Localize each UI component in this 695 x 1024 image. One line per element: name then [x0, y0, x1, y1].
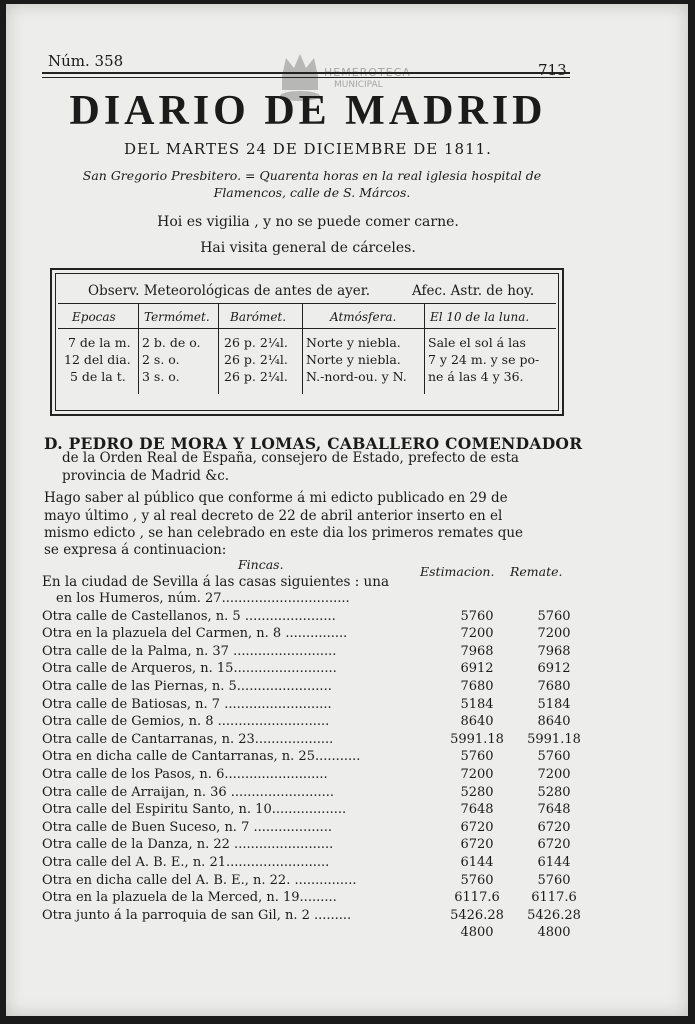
table-row: [42, 907, 581, 926]
table-row: [42, 925, 570, 943]
finca-label: Otra calle de la Palma, n. 37 .........................: [42, 643, 337, 659]
estimacion-value: 6720: [460, 819, 494, 835]
finca-label: Otra calle del A. B. E., n. 21.........................: [42, 855, 330, 870]
weather-rule-head: [58, 328, 556, 329]
atmosfera-cell: Norte y niebla.: [306, 352, 401, 367]
remate-value: 6912: [537, 661, 571, 677]
remate-value: 5760: [537, 608, 571, 624]
saint-of-day: San Gregorio Presbitero. = Quarenta horas en la real iglesia hospital de Flamencos, calle de S. Márcos.: [82, 168, 542, 200]
issue-date: DEL MARTES 24 DE DICIEMBRE DE 1811.: [124, 140, 492, 158]
estimacion-value: 7200: [460, 767, 494, 782]
finca-label: Otra calle de Buen Suceso, n. 7 ...................: [42, 819, 332, 835]
remate-value: 5760: [537, 749, 571, 765]
remate-value: 5991.18: [527, 731, 581, 747]
epoca-cell: 5 de la t.: [70, 369, 126, 384]
article-line: mayo último , y al real decreto de 22 de abril anterior inserto en el: [44, 508, 503, 524]
masthead-rule: [42, 72, 570, 74]
remate-value: 7200: [537, 767, 571, 782]
stamp-text: HEMEROTECA: [324, 66, 411, 79]
finca-label: Otra calle del Espiritu Santo, n. 10..................: [42, 802, 347, 818]
col-fincas: Fincas.: [238, 557, 284, 572]
col-divider: [424, 303, 425, 394]
remate-value: 6117.6: [531, 890, 577, 906]
table-row: [42, 873, 570, 891]
col-divider: [218, 303, 219, 394]
article-line: mismo edicto , se han celebrado en este dia los primeros remates que: [44, 525, 524, 541]
masthead-rule-thin: [42, 77, 570, 78]
finca-label: Otra calle de los Pasos, n. 6.........................: [42, 767, 328, 782]
termometro-cell: 2 s. o.: [142, 352, 180, 367]
remate-value: 6720: [537, 819, 571, 835]
estimacion-value: 6912: [460, 661, 494, 677]
termometro-cell: 2 b. de o.: [142, 335, 201, 350]
table-row: [42, 767, 570, 785]
finca-label: Otra calle de Batiosas, n. 7 ..........................: [42, 696, 332, 712]
col-divider: [138, 303, 139, 394]
remate-value: 4800: [537, 925, 571, 941]
newspaper-page: [6, 4, 688, 1016]
table-row: [42, 609, 570, 627]
remate-value: 7968: [537, 643, 571, 659]
table-row: [42, 820, 570, 838]
table-row: [42, 749, 570, 767]
article-line: Hago saber al público que conforme á mi edicto publicado en 29 de: [44, 490, 508, 506]
remate-value: 5280: [537, 784, 571, 800]
estimacion-value: 5760: [460, 872, 494, 888]
vigil-notice: Hoi es vigilia , y no se puede comer carne.: [157, 214, 459, 230]
epoca-cell: 7 de la m.: [68, 335, 131, 350]
table-row: [42, 679, 570, 697]
finca-label: Otra en la plazuela del Carmen, n. 8 ...............: [42, 626, 348, 642]
atmosfera-cell: N.-nord-ou. y N.: [306, 369, 407, 384]
article-line: se expresa á continuacion:: [44, 542, 227, 558]
table-row: [42, 837, 570, 855]
estimacion-value: 7200: [460, 626, 494, 642]
finca-label: Otra calle de Arraijan, n. 36 .........................: [42, 784, 335, 800]
table-row: [42, 731, 581, 750]
remate-value: 7680: [537, 679, 571, 694]
article-heading: D. PEDRO DE MORA Y LOMAS, CABALLERO COMENDADOR: [44, 434, 583, 453]
estimacion-value: 7680: [460, 679, 494, 694]
col-atmosfera: Atmósfera.: [330, 310, 397, 324]
astro-title: Afec. Astr. de hoy.: [412, 283, 535, 299]
col-estimacion: Estimacion.: [420, 564, 495, 579]
article-line: de la Orden Real de España, consejero de Estado, prefecto de esta: [62, 450, 519, 466]
luna-cell: ne á las 4 y 36.: [428, 369, 524, 384]
remate-value: 6720: [537, 837, 571, 853]
estimacion-value: 6144: [460, 855, 494, 870]
weather-rule-top: [58, 303, 556, 304]
luna-cell: 7 y 24 m. y se po-: [428, 352, 540, 367]
table-row: [42, 714, 570, 732]
remate-value: 8640: [537, 714, 571, 730]
newspaper-title: DIARIO DE MADRID: [69, 88, 547, 134]
table-row: [42, 697, 570, 715]
estimacion-value: 5760: [460, 749, 494, 765]
remate-value: 5426.28: [527, 907, 581, 923]
estimacion-value: 5426.28: [450, 907, 504, 923]
col-epocas: Epocas: [72, 310, 116, 324]
table-row: [42, 855, 570, 873]
col-barometro: Barómet.: [230, 310, 287, 324]
estimacion-value: 5184: [460, 696, 494, 712]
remate-value: 7648: [537, 802, 571, 818]
estimacion-value: 5991.18: [450, 731, 504, 747]
remate-value: 5760: [537, 872, 571, 888]
finca-label: Otra junto á la parroquia de san Gil, n. 2 .........: [42, 907, 352, 923]
finca-label: Otra en la plazuela de la Merced, n. 19.........: [42, 890, 337, 906]
stamp-text-2: MUNICIPAL: [334, 80, 383, 90]
finca-label: Otra calle de Gemios, n. 8 ...........................: [42, 714, 330, 730]
visit-notice: Hai visita general de cárceles.: [200, 240, 416, 256]
finca-label: Otra calle de las Piernas, n. 5.......................: [42, 679, 332, 694]
table-row: [42, 785, 570, 803]
remate-value: 6144: [537, 855, 571, 870]
epoca-cell: 12 del dia.: [64, 352, 131, 367]
col-remate: Remate.: [510, 564, 563, 579]
table-intro: En la ciudad de Sevilla á las casas siguientes : una: [42, 574, 389, 590]
table-row: [42, 626, 570, 644]
atmosfera-cell: Norte y niebla.: [306, 335, 401, 350]
col-divider: [302, 303, 303, 394]
finca-label: Otra calle de la Danza, n. 22 ........................: [42, 837, 334, 853]
weather-title: Observ. Meteorológicas de antes de ayer.: [88, 283, 371, 299]
barometro-cell: 26 p. 2¼l.: [224, 335, 288, 350]
estimacion-value: 6117.6: [454, 890, 500, 906]
finca-label: Otra en dicha calle del A. B. E., n. 22. ...............: [42, 872, 357, 888]
estimacion-value: 7968: [460, 643, 494, 659]
page-number: 713: [538, 61, 567, 79]
finca-label: Otra calle de Arqueros, n. 15.........................: [42, 661, 337, 677]
finca-label: Otra calle de Castellanos, n. 5 ......................: [42, 608, 336, 624]
col-termometro: Termómet.: [144, 310, 210, 324]
barometro-cell: 26 p. 2¼l.: [224, 369, 288, 384]
weather-table: [50, 268, 564, 416]
estimacion-value: 7648: [460, 802, 494, 818]
estimacion-value: 5280: [460, 784, 494, 800]
issue-number: Núm. 358: [48, 52, 124, 70]
col-luna: El 10 de la luna.: [430, 310, 530, 324]
finca-label: Otra calle de Cantarranas, n. 23...................: [42, 731, 334, 747]
table-row: [42, 591, 570, 609]
remate-value: 5184: [537, 696, 571, 712]
estimacion-value: 5760: [460, 608, 494, 624]
finca-label: Otra en dicha calle de Cantarranas, n. 25...........: [42, 749, 361, 765]
finca-label: en los Humeros, núm. 27...............................: [56, 591, 350, 606]
termometro-cell: 3 s. o.: [142, 369, 180, 384]
table-row: [42, 802, 570, 820]
table-row: [42, 661, 570, 679]
estimacion-value: 8640: [460, 714, 494, 730]
estimacion-value: 4800: [460, 925, 494, 941]
luna-cell: Sale el sol á las: [428, 335, 526, 350]
table-row: [42, 890, 577, 908]
article-line: provincia de Madrid &c.: [62, 468, 230, 484]
barometro-cell: 26 p. 2¼l.: [224, 352, 288, 367]
estimacion-value: 6720: [460, 837, 494, 853]
table-row: [42, 644, 570, 662]
remate-value: 7200: [537, 626, 571, 642]
